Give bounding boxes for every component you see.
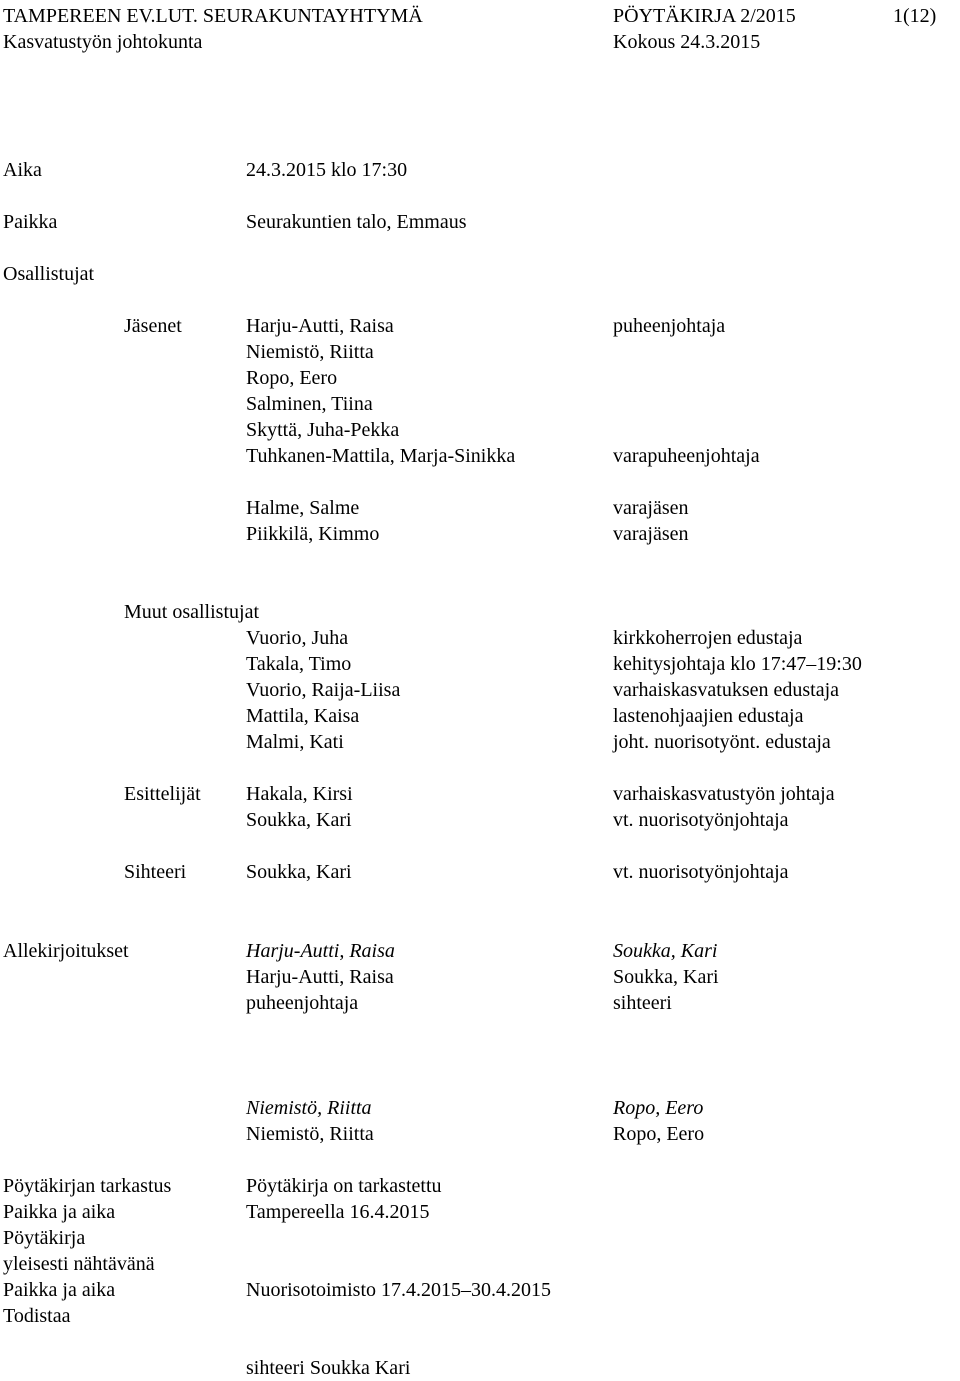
other-name: Vuorio, Raija-Liisa (246, 679, 401, 701)
secretary-signature: Soukka, Kari (613, 940, 718, 962)
presenter-role: varhaiskasvatustyön johtaja (613, 783, 835, 805)
signatures-label: Allekirjoitukset (3, 940, 129, 962)
header-doc-number: PÖYTÄKIRJA 2/2015 (613, 5, 796, 27)
verifier-name: Ropo, Eero (613, 1123, 705, 1145)
header-meeting: Kokous 24.3.2015 (613, 31, 761, 53)
presenter-name: Soukka, Kari (246, 809, 352, 831)
member-name: Skyttä, Juha-Pekka (246, 419, 400, 441)
member-name: Niemistö, Riitta (246, 341, 374, 363)
other-role: joht. nuorisotyönt. edustaja (613, 731, 831, 753)
member-name: Ropo, Eero (246, 367, 338, 389)
place-value: Seurakuntien talo, Emmaus (246, 211, 467, 233)
verifier-signature: Niemistö, Riitta (246, 1097, 372, 1119)
presenter-role: vt. nuorisotyönjohtaja (613, 809, 789, 831)
secretary-signature-name: Soukka, Kari (613, 966, 719, 988)
verifier-name: Niemistö, Riitta (246, 1123, 374, 1145)
other-name: Mattila, Kaisa (246, 705, 360, 727)
place-time-value-2: Nuorisotoimisto 17.4.2015–30.4.2015 (246, 1279, 552, 1301)
presenters-label: Esittelijät (124, 783, 201, 805)
place-time-value: Tampereella 16.4.2015 (246, 1201, 430, 1223)
deputy-name: Halme, Salme (246, 497, 360, 519)
member-name: Harju-Autti, Raisa (246, 315, 394, 337)
review-label: Pöytäkirjan tarkastus (3, 1175, 172, 1197)
secretary-role: vt. nuorisotyönjohtaja (613, 861, 789, 883)
time-value: 24.3.2015 klo 17:30 (246, 159, 408, 181)
public-label-2: yleisesti nähtävänä (3, 1253, 155, 1275)
place-time-label-2: Paikka ja aika (3, 1279, 116, 1301)
certify-value: sihteeri Soukka Kari (246, 1357, 411, 1379)
other-role: varhaiskasvatuksen edustaja (613, 679, 840, 701)
time-label: Aika (3, 159, 42, 181)
members-label: Jäsenet (124, 315, 182, 337)
other-role: kirkkoherrojen edustaja (613, 627, 803, 649)
others-label: Muut osallistujat (124, 601, 259, 623)
header-org: TAMPEREEN EV.LUT. SEURAKUNTAYHTYMÄ (3, 5, 423, 27)
secretary-signature-role: sihteeri (613, 992, 672, 1014)
certify-label: Todistaa (3, 1305, 71, 1327)
other-role: lastenohjaajien edustaja (613, 705, 804, 727)
other-name: Malmi, Kati (246, 731, 344, 753)
member-role: varapuheenjohtaja (613, 445, 760, 467)
chair-signature: Harju-Autti, Raisa (246, 940, 395, 962)
secretary-label: Sihteeri (124, 861, 187, 883)
other-name: Takala, Timo (246, 653, 352, 675)
deputy-role: varajäsen (613, 497, 689, 519)
verifier-signature: Ropo, Eero (613, 1097, 704, 1119)
secretary-name: Soukka, Kari (246, 861, 352, 883)
other-role: kehitysjohtaja klo 17:47–19:30 (613, 653, 862, 675)
member-name: Salminen, Tiina (246, 393, 373, 415)
member-name: Tuhkanen-Mattila, Marja-Sinikka (246, 445, 516, 467)
other-name: Vuorio, Juha (246, 627, 349, 649)
public-label: Pöytäkirja (3, 1227, 86, 1249)
participants-label: Osallistujat (3, 263, 95, 285)
member-role: puheenjohtaja (613, 315, 726, 337)
header-page: 1(12) (893, 5, 937, 27)
deputy-name: Piikkilä, Kimmo (246, 523, 380, 545)
chair-role: puheenjohtaja (246, 992, 359, 1014)
review-value: Pöytäkirja on tarkastettu (246, 1175, 442, 1197)
place-time-label: Paikka ja aika (3, 1201, 116, 1223)
deputy-role: varajäsen (613, 523, 689, 545)
chair-name: Harju-Autti, Raisa (246, 966, 394, 988)
place-label: Paikka (3, 211, 58, 233)
header-body-name: Kasvatustyön johtokunta (3, 31, 203, 53)
presenter-name: Hakala, Kirsi (246, 783, 353, 805)
